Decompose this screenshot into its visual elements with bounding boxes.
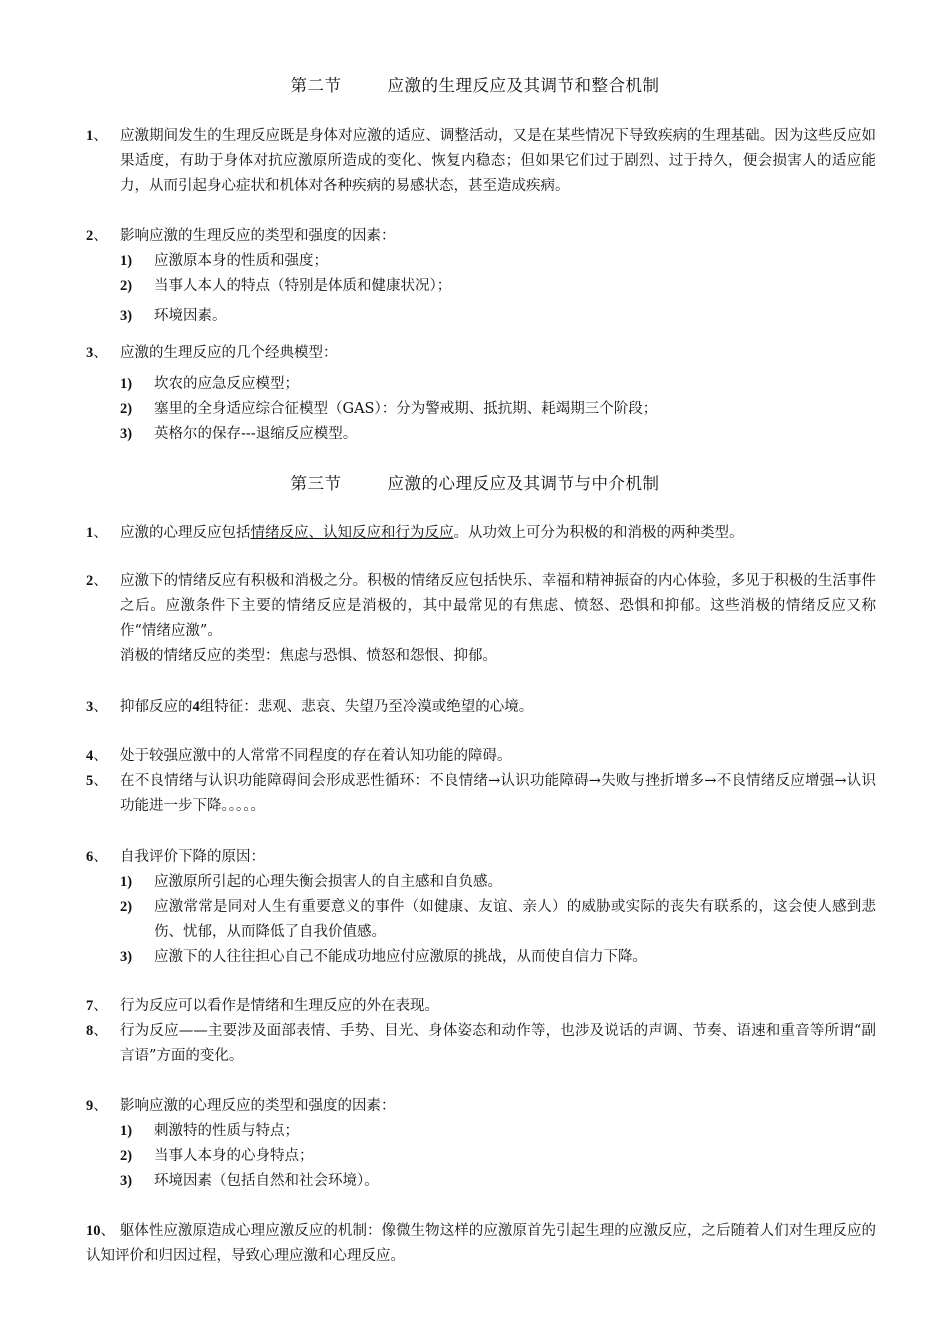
item-number: 6 — [86, 849, 94, 865]
s3-item-4: 4、 处于较强应激中的人常常不同程度的存在着认知功能的障碍。 — [86, 744, 876, 769]
item-text: 抑郁反应的4组特征：悲观、悲哀、失望乃至冷漠或绝望的心境。 — [120, 699, 534, 715]
item-text: 应激下的情绪反应有积极和消极之分。积极的情绪反应包括快乐、幸福和精神振奋的内心体验，多见于积极的生活事件之后。应激条件下主要的情绪反应是消极的，其中最常见的有焦虑、愤怒、恐惧和抑郁。这些消极的情绪反应又称作“情绪应激”。 — [120, 573, 876, 639]
s3-item-9: 9、 影响应激的心理反应的类型和强度的因素： — [86, 1094, 876, 1119]
sub-text: 应激原所引起的心理失衡会损害人的自主感和自负感。 — [154, 874, 502, 890]
s3-item-8: 8、 行为反应——主要涉及面部表情、手势、目光、身体姿态和动作等，也涉及说话的声调、节奏、语速和重音等所谓“副言语”方面的变化。 — [86, 1019, 876, 1069]
sub-number: 1) — [120, 376, 133, 392]
item-number: 2 — [86, 573, 94, 589]
sub-number: 2) — [120, 278, 133, 294]
s2-item-2-sub-3 — [120, 304, 876, 329]
sub-text: 刺激特的性质与特点； — [154, 1123, 299, 1139]
s3-item-9-sub-3 — [120, 1169, 876, 1194]
s3-item-10 — [86, 1219, 876, 1269]
s2-item-2-sub-1 — [120, 249, 876, 274]
s3-item-6-sub-3 — [120, 945, 876, 970]
s3-item-6-sub-2 — [120, 895, 876, 945]
item-text: 应激的心理反应包括情绪反应、认知反应和行为反应。从功效上可分为积极的和消极的两种类型。 — [120, 525, 744, 541]
sub-text: 当事人本身的心身特点； — [154, 1148, 314, 1164]
s3-item-6: 6、 自我评价下降的原因： — [86, 845, 876, 870]
item-text: 行为反应可以看作是情绪和生理反应的外在表现。 — [120, 998, 439, 1014]
sub-text: 当事人本人的特点（特别是体质和健康状况）； — [154, 278, 452, 294]
s2-item-2-sub-2 — [120, 274, 876, 299]
sub-text: 应激原本身的性质和强度； — [154, 253, 328, 269]
item-text: 行为反应——主要涉及面部表情、手势、目光、身体姿态和动作等，也涉及说话的声调、节奏、语速和重音等所谓“副言语”方面的变化。 — [120, 1023, 876, 1064]
s2-item-3-sub-3 — [120, 422, 876, 447]
item-text: 自我评价下降的原因： — [120, 849, 265, 865]
s2-item-3-sub-2 — [120, 397, 876, 422]
underlined-text: 情绪反应、认知反应和行为反应 — [250, 525, 454, 541]
s2-item-3: 3、 应激的生理反应的几个经典模型： — [86, 341, 876, 366]
s2-item-3-sub-1 — [120, 372, 876, 397]
item-number: 4 — [86, 748, 94, 764]
item-text: 影响应激的生理反应的类型和强度的因素： — [120, 228, 396, 244]
s3-item-2: 2、 应激下的情绪反应有积极和消极之分。积极的情绪反应包括快乐、幸福和精神振奋的内心体验，多见于积极的生活事件之后。应激条件下主要的情绪反应是消极的，其中最常见的有焦虑、愤怒、恐惧和抑郁。这些消极的情绪反应又称作“情绪应激”。 消极的情绪反应的类型：焦虑与恐惧、愤怒和怨恨、抑郁。 — [86, 569, 876, 669]
item-text-line-2: 消极的情绪反应的类型：焦虑与恐惧、愤怒和怨恨、抑郁。 — [120, 648, 497, 664]
sub-number: 3) — [120, 308, 133, 324]
sub-number: 3) — [120, 949, 133, 965]
item-text: 处于较强应激中的人常常不同程度的存在着认知功能的障碍。 — [120, 748, 512, 764]
sub-number: 2) — [120, 1148, 133, 1164]
section-2-heading — [0, 72, 950, 96]
sub-text: 塞里的全身适应综合征模型（GAS）：分为警戒期、抵抗期、耗竭期三个阶段； — [154, 401, 658, 417]
section-2-number: 第二节 — [290, 76, 342, 95]
item-number: 1 — [86, 525, 94, 541]
sub-number: 2) — [120, 899, 133, 915]
s3-item-5: 5、 在不良情绪与认识功能障碍间会形成恶性循环：不良情绪→认识功能障碍→失败与挫折增多→不良情绪反应增强→认识功能进一步下降。。。。。 — [86, 769, 876, 819]
item-text: 在不良情绪与认识功能障碍间会形成恶性循环：不良情绪→认识功能障碍→失败与挫折增多→不良情绪反应增强→认识功能进一步下降。。。。。 — [120, 773, 876, 814]
sub-number: 1) — [120, 874, 133, 890]
s3-item-6-sub-1 — [120, 870, 876, 895]
item-text: 影响应激的心理反应的类型和强度的因素： — [120, 1098, 396, 1114]
sub-text: 坎农的应急反应模型； — [154, 376, 299, 392]
s3-item-1: 1、 应激的心理反应包括情绪反应、认知反应和行为反应。从功效上可分为积极的和消极的两种类型。 — [86, 521, 876, 546]
s3-item-7: 7、 行为反应可以看作是情绪和生理反应的外在表现。 — [86, 994, 876, 1019]
sub-number: 1) — [120, 253, 133, 269]
sub-text: 环境因素（包括自然和社会环境）。 — [154, 1173, 379, 1189]
section-3-title: 应激的心理反应及其调节与中介机制 — [387, 474, 660, 493]
sub-number: 1) — [120, 1123, 133, 1139]
item-number: 1 — [86, 128, 94, 144]
item-number: 8 — [86, 1023, 94, 1039]
item-number: 5 — [86, 773, 94, 789]
s3-item-9-sub-1 — [120, 1119, 876, 1144]
section-2-title: 应激的生理反应及其调节和整合机制 — [387, 76, 660, 95]
s3-item-9-sub-2 — [120, 1144, 876, 1169]
item-text: 应激期间发生的生理反应既是身体对应激的适应、调整活动，又是在某些情况下导致疾病的生理基础。因为这些反应如果适度，有助于身体对抗应激原所造成的变化、恢复内稳态；但如果它们过于剧烈、过于持久，便会损害人的适应能力，从而引起身心症状和机体对各种疾病的易感状态，甚至造成疾病。 — [120, 128, 876, 194]
sub-text: 应激常常是同对人生有重要意义的事件（如健康、友谊、亲人）的威胁或实际的丧失有联系的，这会使人感到悲伤、忧郁，从而降低了自我价值感。 — [154, 899, 876, 940]
item-number: 3 — [86, 345, 94, 361]
section-3-heading — [0, 470, 950, 494]
item-text: 应激的生理反应的几个经典模型： — [120, 345, 338, 361]
sub-text: 应激下的人往往担心自己不能成功地应付应激原的挑战，从而使自信力下降。 — [154, 949, 647, 965]
item-number: 3 — [86, 699, 94, 715]
sub-text: 英格尔的保存---退缩反应模型。 — [154, 426, 358, 442]
item-number: 9 — [86, 1098, 94, 1114]
sub-text: 环境因素。 — [154, 308, 227, 324]
item-number: 10 — [86, 1223, 101, 1239]
s3-item-3: 3、 抑郁反应的4组特征：悲观、悲哀、失望乃至冷漠或绝望的心境。 — [86, 695, 876, 720]
item-number: 2 — [86, 228, 94, 244]
sub-number: 3) — [120, 1173, 133, 1189]
item-number: 7 — [86, 998, 94, 1014]
section-3-number: 第三节 — [290, 474, 342, 493]
sub-number: 2) — [120, 401, 133, 417]
s2-item-2: 2、 影响应激的生理反应的类型和强度的因素： — [86, 224, 876, 249]
s2-item-1: 1、 应激期间发生的生理反应既是身体对应激的适应、调整活动，又是在某些情况下导致疾病的生理基础。因为这些反应如果适度，有助于身体对抗应激原所造成的变化、恢复内稳态；但如果它们过于剧烈、过于持久，便会损害人的适应能力，从而引起身心症状和机体对各种疾病的易感状态，甚至造成疾病。 — [86, 124, 876, 199]
item-text: 10、 躯体性应激原造成心理应激反应的机制：像微生物这样的应激原首先引起生理的应激反应，之后随着人们对生理反应的认知评价和归因过程，导致心理应激和心理反应。 — [86, 1223, 877, 1264]
sub-number: 3) — [120, 426, 133, 442]
